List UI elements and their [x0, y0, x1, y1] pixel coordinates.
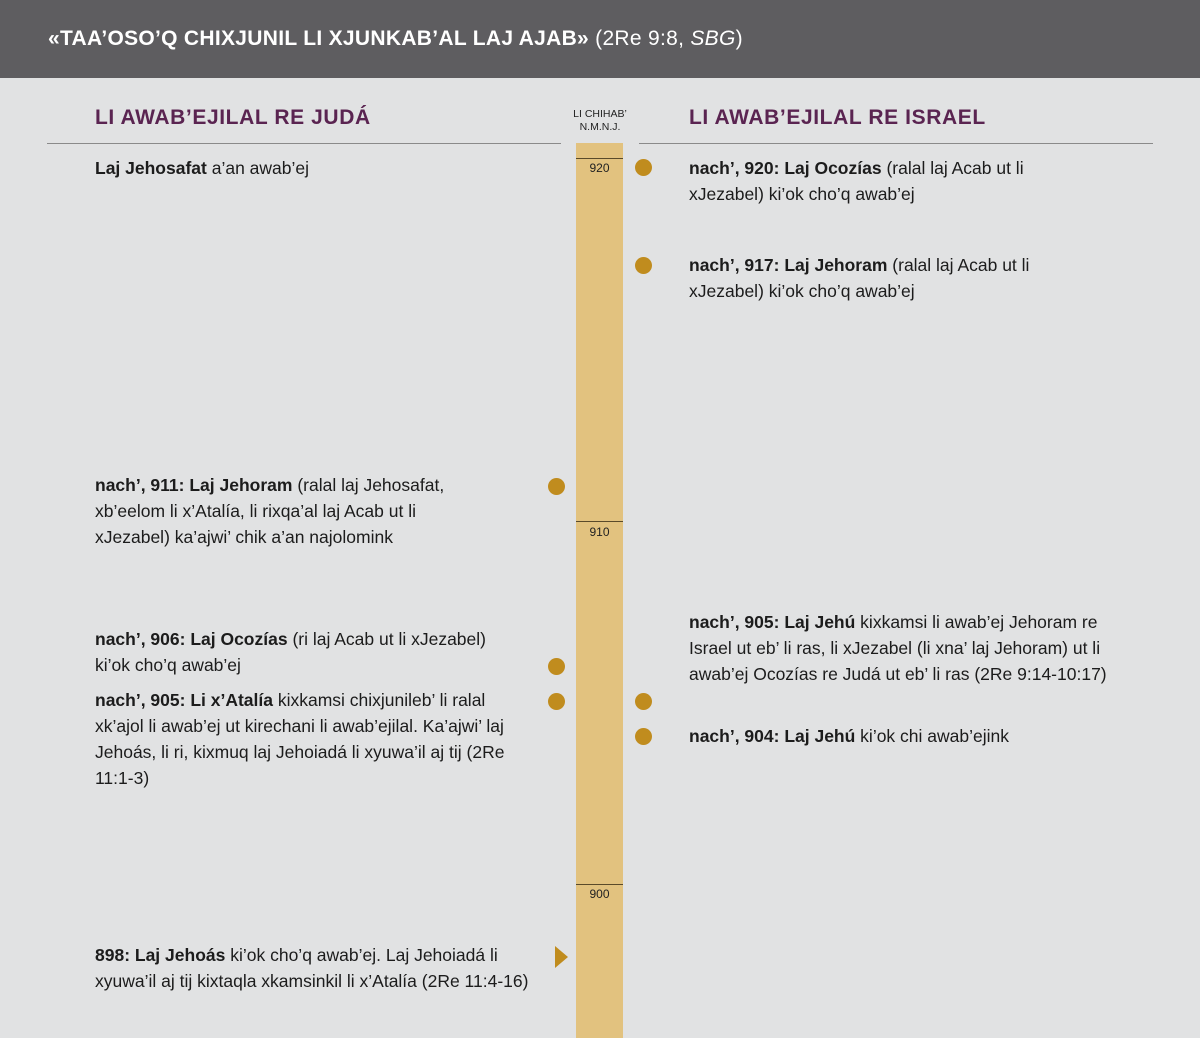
timeline-tick-920 — [576, 158, 623, 159]
right-divider-rule — [639, 143, 1153, 144]
entry-bold: 898: Laj Jehoás — [95, 945, 226, 965]
header-banner — [0, 0, 1200, 78]
entry-bold: nach’, 905: Laj Jehú — [689, 612, 856, 632]
israel-entry-jehu-904 — [689, 723, 1109, 749]
juda-marker-dot-906 — [548, 658, 565, 675]
timeline-tick-900 — [576, 884, 623, 885]
entry-bold: nach’, 917: Laj Jehoram — [689, 255, 888, 275]
israel-entry-ocozias — [689, 155, 1029, 207]
juda-entry-jehoas — [95, 942, 540, 994]
timeline-tick-910 — [576, 521, 623, 522]
timeline-label-line2: N.M.N.J. — [579, 121, 621, 133]
entry-bold: nach’, 911: Laj Jehoram — [95, 475, 293, 495]
juda-entry-atalia — [95, 687, 525, 791]
entry-bold: Laj Jehosafat — [95, 158, 207, 178]
israel-marker-dot-904 — [635, 728, 652, 745]
entry-text: kixkamsi chixjunileb’ li ralal xk’ajol li awab’ej ut kirechani li awab’ejilal. Ka’ajwi’ laj Jehoás, li ri, kixmuq laj Jehoiadá li xyuwa’il aj tij (2Re 11:1-3) — [95, 690, 505, 788]
entry-text: a’an awab’ej — [206, 158, 310, 178]
timeline-label-line1: LI CHIHAB’ — [573, 108, 627, 120]
timeline-tick-label-900: 900 — [589, 887, 610, 901]
israel-entry-jehoram — [689, 252, 1034, 304]
timeline-tick-label-920: 920 — [589, 161, 610, 175]
juda-entry-jehoram — [95, 472, 470, 550]
entry-text: ki’ok chi awab’ejink — [855, 726, 1009, 746]
israel-marker-dot-917 — [635, 257, 652, 274]
juda-entry-jehosafat — [95, 155, 535, 181]
entry-bold: nach’, 904: Laj Jehú — [689, 726, 856, 746]
juda-marker-triangle-898 — [555, 946, 568, 968]
timeline-tick-label-910: 910 — [589, 525, 610, 539]
israel-column-heading: LI AWAB’EJILAL RE ISRAEL — [689, 106, 986, 129]
title-ref-prefix: (2Re 9:8, — [595, 27, 691, 50]
left-divider-rule — [47, 143, 561, 144]
entry-text: (ralal laj Acab ut li xJezabel) ki’ok cho’q awab’ej — [689, 255, 1030, 301]
entry-text: ki’ok cho’q awab’ej. Laj Jehoiadá li xyuwa’il aj tij kixtaqla xkamsinkil li x’Atalía (2Re 11:4-16) — [95, 945, 529, 991]
israel-marker-dot-905 — [635, 693, 652, 710]
juda-marker-dot-905 — [548, 693, 565, 710]
entry-text: kixkamsi li awab’ej Jehoram re Israel ut eb’ li ras, li xJezabel (li xna’ laj Jehoram) ut li awab’ej Ocozías re Judá ut eb’ li ras (2Re 9:14-10:17) — [689, 612, 1107, 684]
juda-entry-ocozias — [95, 626, 515, 678]
title-main: «TAA’OSO’Q CHIXJUNIL LI XJUNKAB’AL LAJ AJAB» — [48, 27, 590, 50]
juda-marker-dot-911 — [548, 478, 565, 495]
israel-entry-jehu-905 — [689, 609, 1109, 687]
entry-bold: nach’, 920: Laj Ocozías — [689, 158, 882, 178]
timeline-label — [560, 108, 640, 134]
entry-text: (ralal laj Acab ut li xJezabel) ki’ok cho’q awab’ej — [689, 158, 1024, 204]
timeline-bar — [576, 143, 623, 1038]
entry-bold: nach’, 905: Li x’Atalía — [95, 690, 273, 710]
title-ref-italic: SBG — [690, 27, 736, 50]
israel-marker-dot-920 — [635, 159, 652, 176]
page-title — [48, 27, 743, 51]
juda-column-heading: LI AWAB’EJILAL RE JUDÁ — [95, 106, 371, 129]
entry-bold: nach’, 906: Laj Ocozías — [95, 629, 288, 649]
entry-text: (ralal laj Jehosafat, xb’eelom li x’Atalía, li rixqa’al laj Acab ut li xJezabel) ka’ajwi’ chik a’an najolomink — [95, 475, 445, 547]
entry-text: (ri laj Acab ut li xJezabel) ki’ok cho’q awab’ej — [95, 629, 486, 675]
title-ref-suffix: ) — [735, 27, 743, 50]
